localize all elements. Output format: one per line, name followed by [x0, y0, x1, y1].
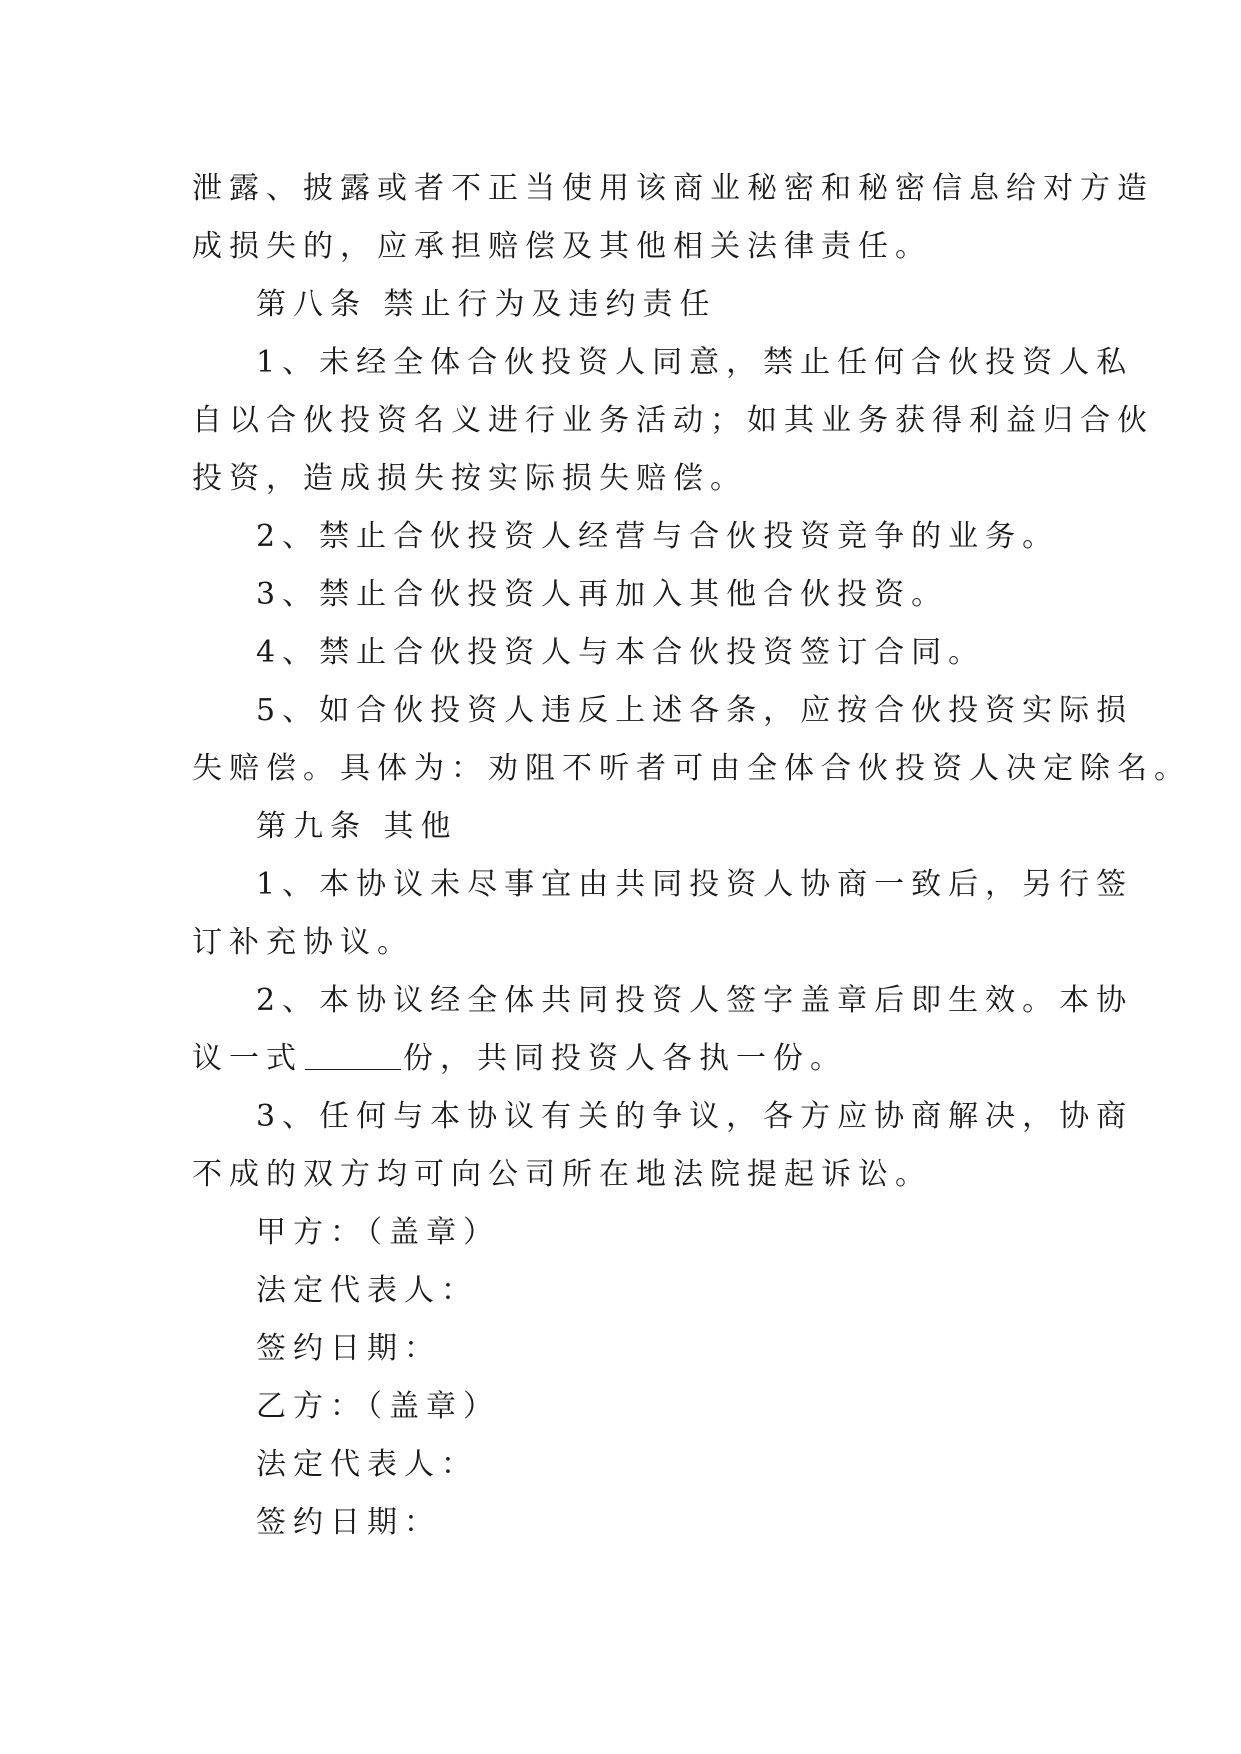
party-b-seal-label: 乙方：（盖章） — [256, 1389, 500, 1424]
section-heading: 第九条 其他 — [256, 809, 458, 844]
paragraph-line: 4、禁止合伙投资人与本合伙投资签订合同。 — [256, 635, 986, 670]
paragraph-line-with-blank — [192, 1030, 1052, 1088]
paragraph-line: 1、本协议未尽事宜由共同投资人协商一致后，另行签 — [256, 867, 1134, 902]
party-b-representative-label: 法定代表人： — [256, 1447, 478, 1482]
paragraph-line: 投资，造成损失按实际损失赔偿。 — [192, 461, 747, 496]
paragraph-line: 自以合伙投资名义进行业务活动；如其业务获得利益归合伙 — [192, 403, 1154, 438]
section-heading: 第八条 禁止行为及违约责任 — [256, 287, 717, 322]
copies-blank — [305, 1039, 401, 1070]
paragraph-line: 订补充协议。 — [192, 925, 414, 960]
paragraph-line: 3、任何与本协议有关的争议，各方应协商解决，协商 — [256, 1099, 1134, 1134]
line-text-before-blank: 议一式 — [192, 1041, 303, 1076]
line-text-after-blank: 份，共同投资人各执一份。 — [403, 1041, 847, 1076]
paragraph-line: 成损失的，应承担赔偿及其他相关法律责任。 — [192, 229, 932, 264]
party-a-date-label: 签约日期： — [256, 1331, 441, 1366]
paragraph-line: 泄露、披露或者不正当使用该商业秘密和秘密信息给对方造 — [192, 171, 1154, 206]
document-body — [192, 160, 1191, 1552]
paragraph-line: 不成的双方均可向公司所在地法院提起诉讼。 — [192, 1157, 932, 1192]
paragraph-line: 2、禁止合伙投资人经营与合伙投资竞争的业务。 — [256, 519, 1060, 554]
party-a-representative-label: 法定代表人： — [256, 1273, 478, 1308]
paragraph-line: 1、未经全体合伙投资人同意，禁止任何合伙投资人私 — [256, 345, 1134, 380]
party-b-date-label: 签约日期： — [256, 1505, 441, 1540]
paragraph-line: 5、如合伙投资人违反上述各条，应按合伙投资实际损 — [256, 693, 1134, 728]
paragraph-line: 3、禁止合伙投资人再加入其他合伙投资。 — [256, 577, 949, 612]
paragraph-line: 失赔偿。具体为：劝阻不听者可由全体合伙投资人决定除名。 — [192, 751, 1191, 786]
party-a-seal-label: 甲方：（盖章） — [256, 1215, 500, 1250]
paragraph-line: 2、本协议经全体共同投资人签字盖章后即生效。本协 — [256, 983, 1134, 1018]
